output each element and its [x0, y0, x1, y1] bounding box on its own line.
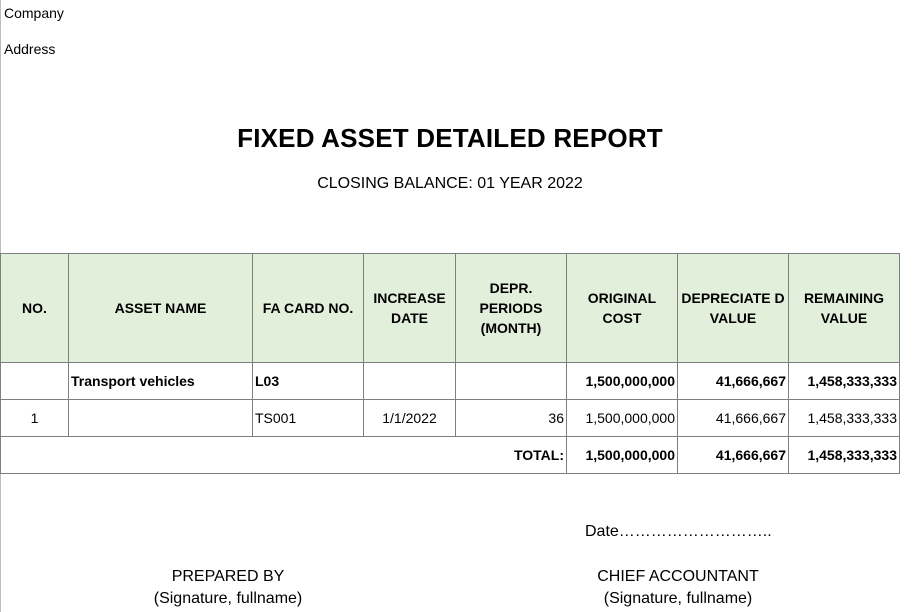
address-label: Address: [4, 41, 56, 57]
table-group-row: [1, 363, 900, 400]
group-original-cost: 1,500,000,000: [567, 363, 678, 400]
row-depr-periods: 36: [456, 400, 567, 437]
report-subtitle: CLOSING BALANCE: 01 YEAR 2022: [317, 175, 583, 192]
row-original-cost: 1,500,000,000: [567, 400, 678, 437]
col-header-remaining-value: REMAINING VALUE: [789, 254, 900, 363]
col-header-asset-name: ASSET NAME: [69, 254, 253, 363]
group-no: [1, 363, 69, 400]
col-header-no: NO.: [1, 254, 69, 363]
group-remaining-value: 1,458,333,333: [789, 363, 900, 400]
total-depreciated-value: 41,666,667: [678, 437, 789, 474]
col-header-depr-periods: DEPR. PERIODS (MONTH): [456, 254, 567, 363]
row-increase-date: 1/1/2022: [364, 400, 456, 437]
table-header-row: [1, 254, 900, 363]
chief-accountant-title: CHIEF ACCOUNTANT: [597, 568, 759, 585]
table-row: [1, 400, 900, 437]
group-depr-periods: [456, 363, 567, 400]
date-line: Date………………………..: [585, 523, 772, 540]
total-remaining-value: 1,458,333,333: [789, 437, 900, 474]
chief-accountant-signature: (Signature, fullname): [603, 590, 753, 607]
table-total-row: [1, 437, 900, 474]
row-asset-name: [69, 400, 253, 437]
group-asset-name: Transport vehicles: [69, 363, 253, 400]
col-header-fa-card-no: FA CARD NO.: [253, 254, 364, 363]
row-depreciated-value: 41,666,667: [678, 400, 789, 437]
total-original-cost: 1,500,000,000: [567, 437, 678, 474]
col-header-depreciated-value: DEPRECIATE D VALUE: [678, 254, 789, 363]
row-no: 1: [1, 400, 69, 437]
row-fa-card-no: TS001: [253, 400, 364, 437]
group-increase-date: [364, 363, 456, 400]
prepared-by-signature: (Signature, fullname): [153, 590, 303, 607]
prepared-by-title: PREPARED BY: [171, 568, 285, 585]
group-fa-card-no: L03: [253, 363, 364, 400]
company-label: Company: [4, 5, 64, 21]
report-title: FIXED ASSET DETAILED REPORT: [237, 123, 663, 153]
fixed-asset-table: [0, 253, 900, 474]
row-remaining-value: 1,458,333,333: [789, 400, 900, 437]
col-header-original-cost: ORIGINAL COST: [567, 254, 678, 363]
total-label: TOTAL:: [1, 437, 567, 474]
group-depreciated-value: 41,666,667: [678, 363, 789, 400]
col-header-increase-date: INCREASE DATE: [364, 254, 456, 363]
